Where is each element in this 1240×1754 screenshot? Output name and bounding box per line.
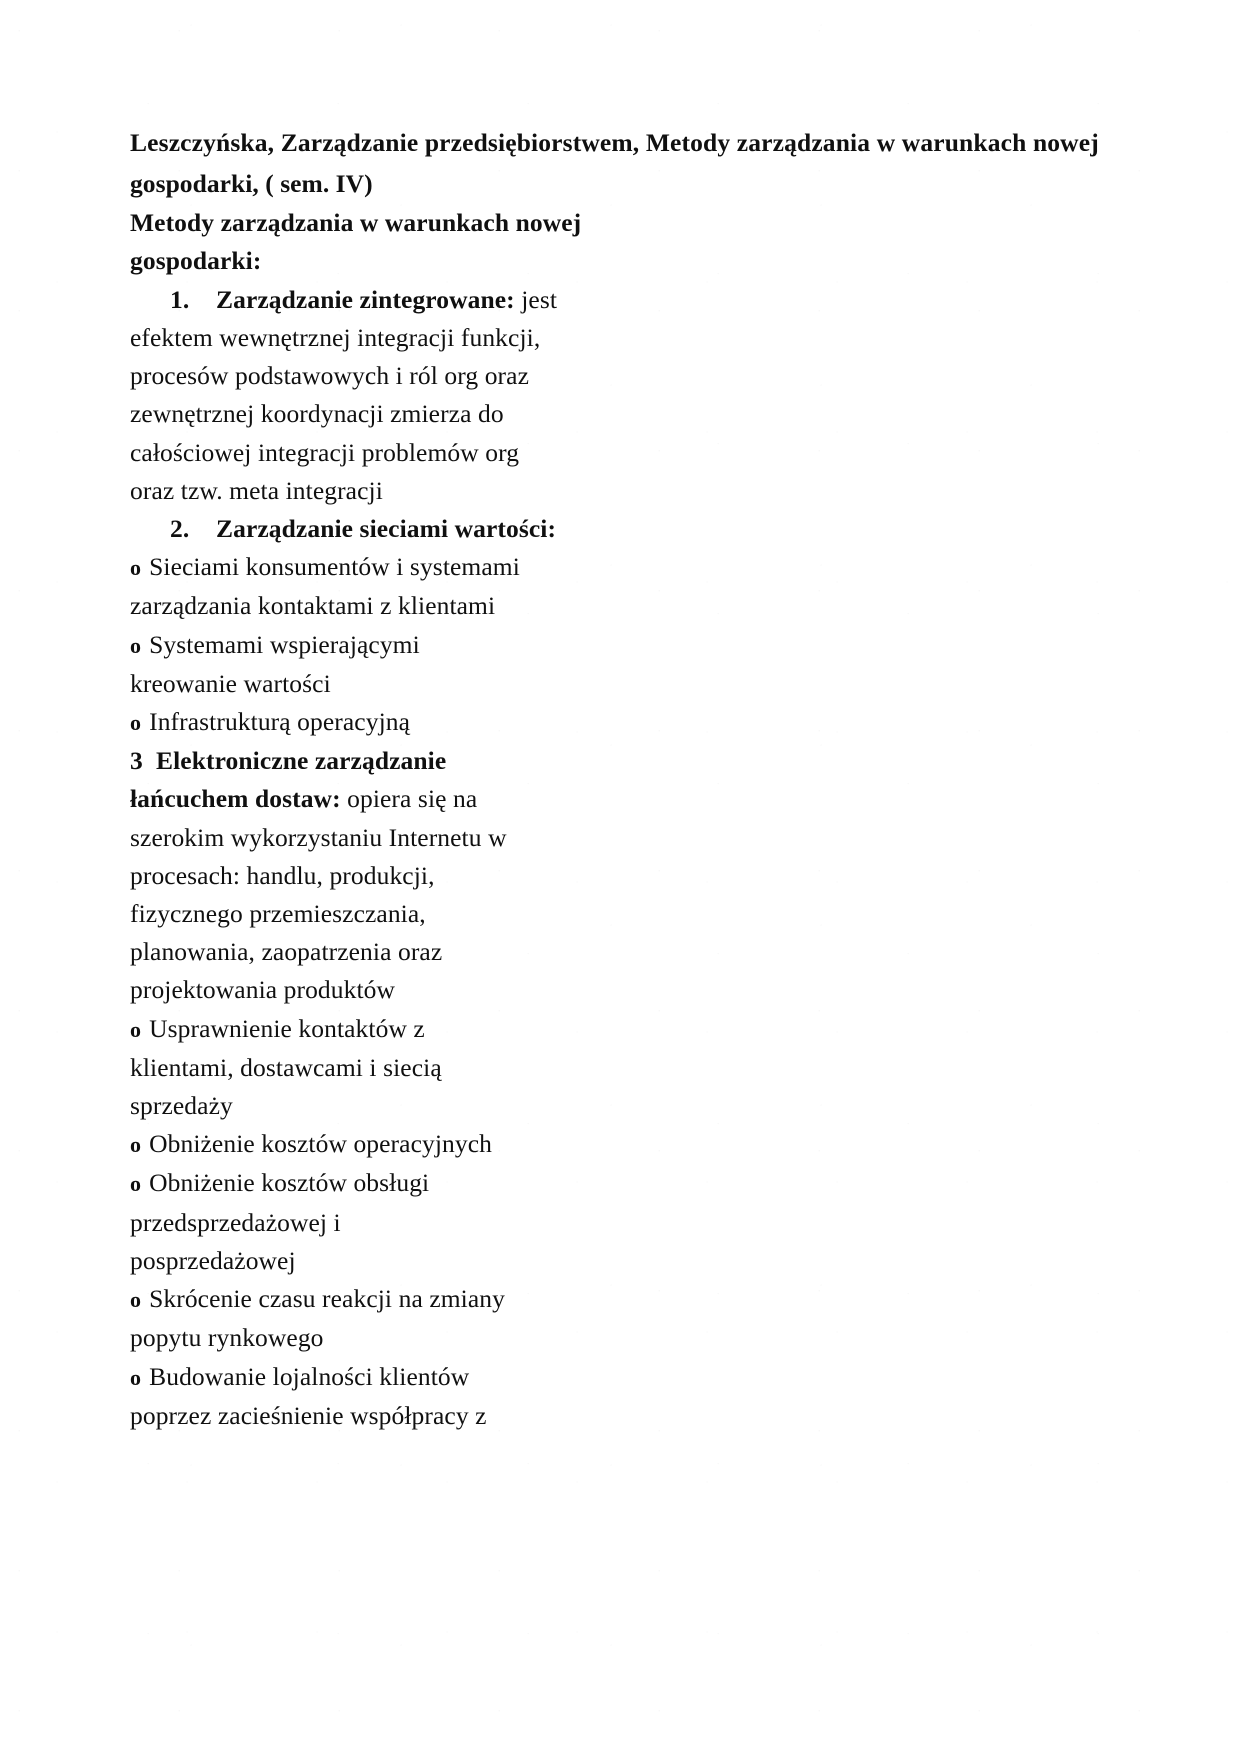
bullet-item xyxy=(130,1358,1010,1397)
document-title-line-1: Leszczyńska, Zarządzanie przedsiębiorstwem, Metody zarządzania w warunkach nowej xyxy=(130,128,1099,157)
bullet-text: Skrócenie czasu reakcji na zmiany xyxy=(149,1284,505,1314)
list-item-2-term: Zarządzanie sieciami wartości: xyxy=(216,514,557,544)
bullet-marker-icon: o xyxy=(130,710,142,736)
list-item-1-body-line: oraz tzw. meta integracji xyxy=(130,475,383,505)
list-item-2-header xyxy=(130,510,1010,548)
list-item-1-lead: jest xyxy=(514,284,558,314)
document-title-line-2: gospodarki, ( sem. IV) xyxy=(130,169,373,198)
bullet-text: Systemami wspierającymi xyxy=(149,629,420,659)
bullet-item xyxy=(130,1164,1010,1203)
bullet-text: Budowanie lojalności klientów xyxy=(149,1361,470,1391)
list-item-3-term-line-2: łańcuchem dostaw: xyxy=(130,784,341,814)
bullet-marker-icon: o xyxy=(130,1364,142,1390)
list-item-1-term: Zarządzanie zintegrowane: xyxy=(216,284,515,314)
list-item-3-lead: opiera się na xyxy=(340,784,478,814)
list-item-3-body-line: fizycznego przemieszczania, xyxy=(130,899,426,929)
bullet-item xyxy=(130,548,1010,587)
list-item-1-number: 1. xyxy=(170,284,190,314)
bullet-marker-icon: o xyxy=(130,1287,142,1313)
bullet-marker-icon: o xyxy=(130,555,142,581)
bullet-marker-icon: o xyxy=(130,632,142,658)
bullet-wrap-line: posprzedażowej xyxy=(130,1245,296,1275)
bullet-text: Usprawnienie kontaktów z xyxy=(149,1013,425,1043)
list-item-3-body-line: projektowania produktów xyxy=(130,975,396,1005)
list-item-1-body-line: procesów podstawowych i ról org oraz xyxy=(130,361,529,391)
list-item-3-header-cont xyxy=(130,780,1010,818)
list-item-3-term-line-1: Elektroniczne zarządzanie xyxy=(156,746,447,776)
list-item-3-body-line: szerokim wykorzystaniu Internetu w xyxy=(130,822,507,852)
bullet-item xyxy=(130,626,1010,665)
list-item-1-body-line: efektem wewnętrznej integracji funkcji, xyxy=(130,323,541,353)
document-body xyxy=(130,122,1099,1435)
bullet-text: Infrastrukturą operacyjną xyxy=(149,707,411,737)
section-heading-line-1: Metody zarządzania w warunkach nowej xyxy=(130,208,582,237)
list-item-3-body-line: procesach: handlu, produkcji, xyxy=(130,860,435,890)
list-item-2-number: 2. xyxy=(170,514,190,544)
bullet-item xyxy=(130,1010,1010,1049)
bullet-wrap-line: przedsprzedażowej i xyxy=(130,1207,341,1237)
bullet-marker-icon: o xyxy=(130,1171,142,1197)
list-item-1-body-line: zewnętrznej koordynacji zmierza do xyxy=(130,399,504,429)
list-item-3-number: 3 xyxy=(130,746,143,776)
bullet-wrap-line: kreowanie wartości xyxy=(130,668,331,698)
bullet-item xyxy=(130,1125,1010,1164)
list-item-1-header xyxy=(130,281,1010,319)
bullet-marker-icon: o xyxy=(130,1132,142,1158)
bullet-wrap-line: zarządzania kontaktami z klientami xyxy=(130,591,496,621)
bullet-marker-icon: o xyxy=(130,1016,142,1042)
bullet-wrap-line: popytu rynkowego xyxy=(130,1323,324,1353)
bullet-wrap-line: sprzedaży xyxy=(130,1091,233,1121)
bullet-item xyxy=(130,1280,1010,1319)
bullet-text: Sieciami konsumentów i systemami xyxy=(149,552,520,582)
list-item-3-body-line: planowania, zaopatrzenia oraz xyxy=(130,937,443,967)
bullet-item xyxy=(130,703,1010,742)
list-item-1-body-line: całościowej integracji problemów org xyxy=(130,437,520,467)
list-item-3-header xyxy=(130,742,1010,780)
bullet-text: Obniżenie kosztów operacyjnych xyxy=(149,1129,492,1159)
bullet-wrap-line: klientami, dostawcami i siecią xyxy=(130,1052,442,1082)
bullet-wrap-line: poprzez zacieśnienie współpracy z xyxy=(130,1400,487,1430)
bullet-text: Obniżenie kosztów obsługi xyxy=(149,1168,430,1198)
section-heading-line-2: gospodarki: xyxy=(130,246,262,276)
